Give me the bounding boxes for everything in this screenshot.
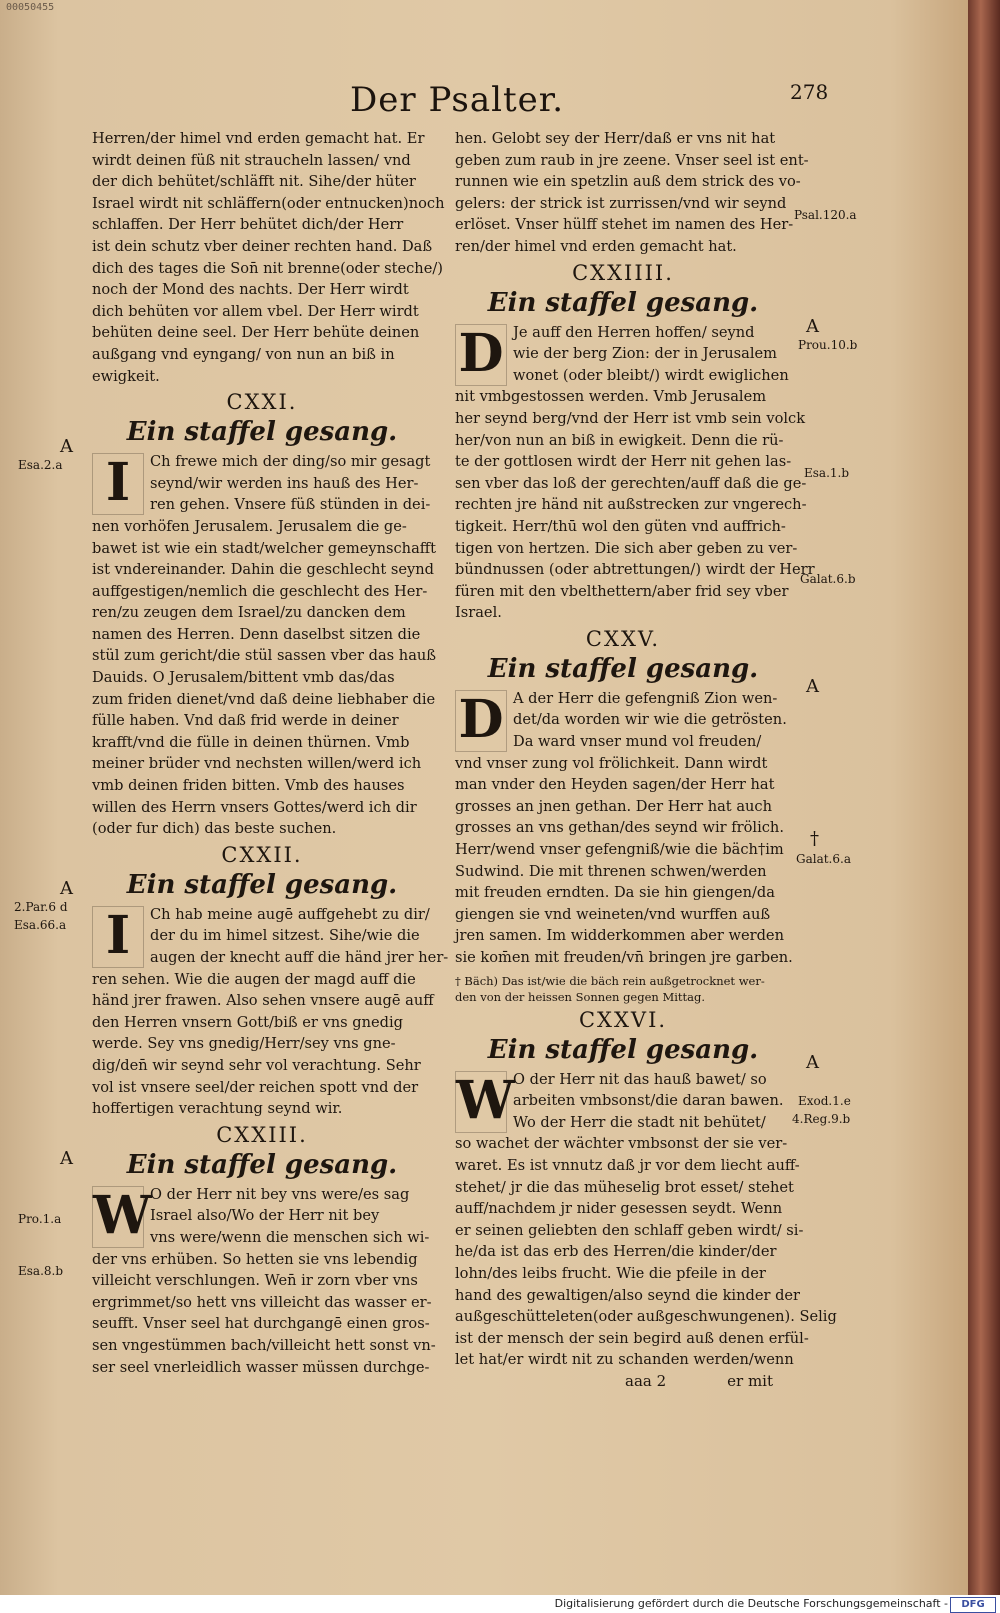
margin-reference: Exod.1.e (798, 1094, 851, 1108)
text-line: Herr/wend vnser gefengniß/wie die bäch†im (455, 841, 784, 859)
scan-stamp: 00050455 (6, 2, 55, 13)
margin-reference: Prou.10.b (798, 338, 858, 352)
text-line: Ch frewe mich der ding/so mir gesagt (150, 453, 431, 471)
text-line: behüten deine seel. Der Herr behüte deinen (92, 324, 420, 342)
text-line: gelers: der strick ist zurrissen/vnd wir seynd (455, 194, 787, 212)
text-line: ren sehen. Wie die augen der magd auff die (92, 970, 416, 988)
psalm-title: Ein staffel gesang. (487, 287, 759, 318)
text-line: vol ist vnsere seel/der reichen spott vnd der (92, 1078, 419, 1096)
dfg-logo-icon: DFG (950, 1597, 996, 1613)
text-line: so wachet der wächter vmbsonst der sie ver- (455, 1135, 788, 1153)
text-line: fülle haben. Vnd daß frid werde in deiner (92, 712, 399, 730)
text-line: krafft/vnd die fülle in deinen thürnen. Vmb (92, 733, 410, 751)
text-line: er seinen geliebten den schlaff geben wirdt/ si- (455, 1221, 804, 1239)
margin-letter-a: A (60, 1148, 73, 1169)
text-line: augen der knecht auff die händ jrer her- (150, 949, 449, 966)
text-line: nit vmbgestossen werden. Vmb Jerusalem (455, 388, 767, 406)
psalm-numeral: CXXVI. (578, 1007, 668, 1032)
text-line: dig/den̄ wir seynd sehr vol verachtung. Sehr (92, 1056, 421, 1074)
margin-dagger: † (810, 828, 819, 849)
text-line: sie kom̄en mit freuden/vn̄ bringen jre garben. (455, 949, 793, 966)
signature-mark: aaa 2 (625, 1371, 667, 1390)
text-line: O der Herr nit das hauß bawet/ so (513, 1070, 767, 1088)
text-line: her seynd berg/vnd der Herr ist vmb sein volck (455, 409, 806, 427)
text-line: A der Herr die gefengniß Zion wen- (513, 689, 778, 707)
drop-cap: I (92, 906, 144, 968)
text-line: Wo der Herr die stadt nit behütet/ (513, 1113, 766, 1131)
psalm-title: Ein staffel gesang. (487, 653, 759, 684)
text-line: der dich behütet/schläfft nit. Sihe/der hüter (92, 173, 416, 191)
text-line: waret. Es ist vnnutz daß jr vor dem liecht auff- (455, 1156, 800, 1174)
text-line: Israel wirdt nit schläffern(oder entnucken)noch (92, 194, 445, 212)
text-line: lohn/des leibs frucht. Wie die pfeile in der (455, 1264, 766, 1282)
text-line: arbeiten vmbsonst/die daran bawen. (513, 1092, 784, 1110)
text-line: vnd vnser zung vol frölichkeit. Dann wirdt (455, 754, 768, 772)
text-line: stül zum gericht/die stül sassen vber das hauß (92, 647, 437, 665)
psalm-text (92, 904, 449, 1120)
text-line: Je auff den Herren hoffen/ seynd (513, 323, 755, 341)
running-head: Der Psalter. (350, 80, 565, 120)
text-line: bündnussen (oder abtrettungen/) wirdt der Herr (455, 561, 815, 579)
footnote (455, 973, 791, 1005)
psalm-text (92, 451, 437, 840)
text-line: auff/nachdem jr nider gesessen seydt. Wenn (455, 1200, 783, 1218)
text-line: tigen von hertzen. Die sich aber geben zu ver- (455, 539, 798, 557)
margin-reference: 4.Reg.9.b (792, 1112, 851, 1126)
text-line: seufft. Vnser seel hat durchgangē einen gros- (92, 1315, 430, 1333)
text-line: Israel also/Wo der Herr nit bey (150, 1207, 380, 1225)
text-line: erlöset. Vnser hülff stehet im namen des Her- (455, 216, 794, 234)
margin-letter-a: A (806, 316, 819, 337)
margin-letter-a: A (806, 1052, 819, 1073)
text-line: stehet/ jr die das müheselig brot esset/ stehet (455, 1178, 794, 1196)
text-line: namen des Herren. Denn daselbst sitzen die (92, 625, 421, 643)
psalm-numeral: CXXV. (585, 626, 661, 651)
text-line: det/da worden wir wie die getrösten. (513, 711, 787, 729)
psalm-text (92, 1184, 436, 1378)
psalm-numeral: CXXIIII. (572, 260, 674, 285)
drop-cap: D (455, 324, 507, 386)
text-line: dich des tages die Son̄ nit brenne(oder steche/) (92, 259, 443, 277)
psalm-numeral: CXXIII. (216, 1122, 308, 1147)
text-line: füren mit den vbelthettern/aber frid sey vber (455, 582, 789, 600)
margin-reference: Psal.120.a (794, 208, 857, 222)
psalm-text (455, 322, 815, 624)
text-line: vns were/wenn die menschen sich wi- (150, 1228, 430, 1246)
text-line: giengen sie vnd weineten/vnd wurffen auß (455, 905, 771, 923)
text-line: sen vber das loß der gerechten/auff daß die ge- (455, 474, 807, 492)
drop-cap: D (455, 690, 507, 752)
margin-reference: Galat.6.a (796, 852, 851, 866)
text-line: Israel. (455, 604, 502, 622)
text-line: jren samen. Im widderkommen aber werden (455, 927, 784, 945)
catchword: er mit (727, 1371, 773, 1390)
drop-cap: I (92, 453, 144, 515)
text-line: händ jrer frawen. Also sehen vnsere augē auff (92, 992, 434, 1010)
margin-reference: 2.Par.6 d (14, 900, 68, 914)
text-line: her/von nun an biß in ewigkeit. Denn die rü- (455, 431, 784, 449)
page-number: 278 (790, 80, 829, 104)
text-line: auffgestigen/nemlich die geschlecht des Her- (92, 582, 428, 600)
text-line: ren/der himel vnd erden gemacht hat. (455, 237, 737, 255)
text-line: der vns erhüben. So hetten sie vns lebendig (92, 1250, 418, 1268)
text-line: O der Herr nit bey vns were/es sag (150, 1185, 410, 1203)
text-line: villeicht verschlungen. Wen̄ ir zorn vber vns (92, 1272, 418, 1290)
left-column (92, 128, 449, 1378)
text-line: wie der berg Zion: der in Jerusalem (513, 345, 778, 363)
margin-reference: Galat.6.b (800, 572, 856, 586)
text-line: nen vorhöfen Jerusalem. Jerusalem die ge- (92, 517, 407, 535)
text-line: schlaffen. Der Herr behütet dich/der Herr (92, 216, 404, 234)
footer-credit: Digitalisierung gefördert durch die Deutsche Forschungsgemeinschaft - (554, 1597, 948, 1610)
text-line: werde. Sey vns gnedig/Herr/sey vns gne- (92, 1035, 396, 1053)
text-line: (oder fur dich) das beste suchen. (92, 820, 337, 838)
text-line: vmb deinen friden bitten. Vmb des hauses (92, 777, 405, 795)
text-line: meiner brüder vnd nechsten willen/werd ich (92, 755, 422, 773)
margin-letter-a: A (60, 878, 73, 899)
text-line: der du im himel sitzest. Sihe/wie die (150, 927, 420, 945)
text-line: man vnder den Heyden sagen/der Herr hat (455, 776, 775, 794)
text-line: te der gottlosen wirdt der Herr nit gehen las- (455, 453, 792, 471)
text-line: außgang vnd eyngang/ von nun an biß in (92, 345, 395, 363)
text-line: grosses an jnen gethan. Der Herr hat auch (455, 797, 772, 815)
footnote-line: † Bäch) Das ist/wie die bäch rein außgetrocknet wer- (455, 973, 765, 988)
text-line: Ch hab meine augē auffgehebt zu dir/ (150, 905, 430, 923)
text-line: wonet (oder bleibt/) wirdt ewiglichen (513, 366, 789, 384)
margin-reference: Esa.8.b (18, 1264, 64, 1278)
text-line: Da ward vnser mund vol freuden/ (513, 733, 762, 751)
text-line: ewigkeit. (92, 367, 160, 385)
text-line: Sudwind. Die mit threnen schwen/werden (455, 862, 767, 880)
text-line: grosses an vns gethan/des seynd wir frölich. (455, 819, 784, 837)
psalm-text (455, 688, 791, 969)
psalm-numeral: CXXI. (226, 390, 298, 415)
text-line: hand des gewaltigen/also seynd die kinder der (455, 1286, 801, 1304)
psalm-title: Ein staffel gesang. (126, 417, 398, 448)
text-line: runnen wie ein spetzlin auß dem strick des vo- (455, 173, 801, 191)
text-line: hoffertigen verachtung seynd wir. (92, 1100, 343, 1118)
text-line: ist vndereinander. Dahin die geschlecht seynd (92, 561, 435, 579)
text-line: ist dein schutz vber deiner rechten hand. Daß (92, 237, 433, 255)
margin-letter-a: A (60, 436, 73, 457)
text-line: seynd/wir werden ins hauß des Her- (150, 474, 419, 492)
margin-reference: Esa.66.a (14, 918, 67, 932)
footnote-line: den von der heissen Sonnen gegen Mittag. (455, 989, 706, 1004)
text-line: außgeschütteleten(oder außgeschwungenen). Selig (455, 1308, 837, 1326)
book-edge (968, 0, 1000, 1595)
text-line: geben zum raub in jre zeene. Vnser seel ist ent- (455, 151, 809, 169)
text-line: let hat/er wirdt nit zu schanden werden/wenn (455, 1351, 794, 1369)
margin-reference: Esa.1.b (804, 466, 850, 480)
drop-cap: W (93, 1184, 152, 1246)
text-line: ist der mensch der sein begird auß denen erfül- (455, 1329, 809, 1347)
text-line: dich behüten vor allem vbel. Der Herr wirdt (92, 302, 419, 320)
margin-reference: Pro.1.a (18, 1212, 62, 1226)
text-line: mit freuden erndten. Da sie hin giengen/da (455, 884, 775, 902)
margin-reference: Esa.2.a (18, 458, 63, 472)
text-line: Dauids. O Jerusalem/bittent vmb das/das (92, 669, 395, 687)
text-line: sen vngestümmen bach/villeicht hett sonst vn- (92, 1336, 436, 1354)
text-line: Herren/der himel vnd erden gemacht hat. Er (92, 130, 425, 147)
psalm-title: Ein staffel gesang. (126, 869, 398, 900)
text-line: ren/zu zeugen dem Israel/zu dancken dem (92, 604, 406, 622)
text-line: ren gehen. Vnsere füß stünden in dei- (150, 496, 431, 514)
catchword-line (455, 1371, 791, 1393)
text-line: bawet ist wie ein stadt/welcher gemeynschafft (92, 539, 437, 557)
text-line: ergrimmet/so hett vns villeicht das wasser er- (92, 1293, 432, 1311)
text-line: rechten jre händ nit außstrecken zur vngerech- (455, 496, 807, 514)
text-line: hen. Gelobt sey der Herr/daß er vns nit hat (455, 130, 776, 147)
drop-cap: W (456, 1069, 515, 1131)
text-line: wirdt deinen füß nit straucheln lassen/ vnd (92, 151, 411, 169)
text-line: ser seel vnerleidlich wasser müssen durchge- (92, 1358, 430, 1376)
psalm-title: Ein staffel gesang. (126, 1149, 398, 1180)
text-line: willen des Herrn vnsers Gottes/werd ich dir (92, 798, 417, 816)
psalm-numeral: CXXII. (221, 842, 303, 867)
margin-letter-a: A (806, 676, 819, 697)
psalm-title: Ein staffel gesang. (487, 1034, 759, 1065)
text-line: he/da ist das erb des Herren/die kinder/der (455, 1243, 777, 1261)
text-line: tigkeit. Herr/thū wol den güten vnd auffrich- (455, 517, 786, 535)
text-line: zum friden dienet/vnd daß deine liebhaber die (92, 690, 436, 708)
text-line: noch der Mond des nachts. Der Herr wirdt (92, 281, 409, 299)
text-line: den Herren vnsern Gott/biß er vns gnedig (92, 1013, 404, 1031)
